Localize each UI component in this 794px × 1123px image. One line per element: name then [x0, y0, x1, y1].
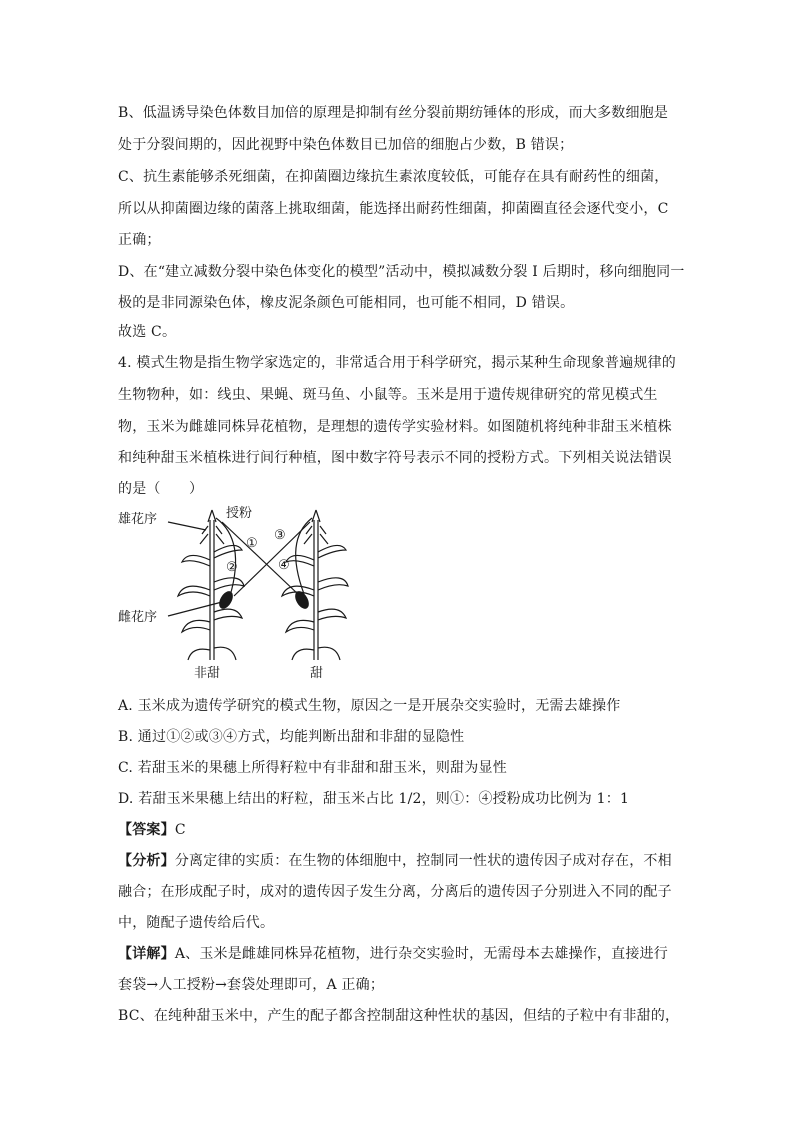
option-c: C. 若甜玉米的果穗上所得籽粒中有非甜和甜玉米，则甜为显性 [118, 760, 507, 776]
left-tassel [200, 510, 224, 544]
text-line: 所以从抑菌圈边缘的菌落上挑取细菌，能选择出耐药性细菌，抑菌圈直径会逐代变小，C [118, 201, 669, 217]
text-line: 极的是非同源染色体，橡皮泥条颜色可能相同，也可能不相同，D 错误。 [118, 295, 575, 311]
text-line: C、抗生素能够杀死细菌，在抑菌圈边缘抗生素浓度较低，可能存在具有耐药性的细菌， [118, 169, 669, 185]
analysis-line: 中，随配子遗传给后代。 [118, 915, 275, 931]
analysis-line: 融合；在形成配子时，成对的遗传因子发生分离，分离后的遗传因子分别进入不同的配子 [118, 884, 672, 900]
text-line: 处于分裂间期的，因此视野中染色体数目已加倍的细胞占少数，B 错误； [118, 137, 574, 153]
text-line: 正确； [118, 232, 161, 248]
answer-tag: 【答案】 [118, 822, 175, 838]
detail-line: 套袋→人工授粉→套袋处理即可，A 正确； [118, 977, 385, 993]
detail-line [118, 944, 678, 964]
option-b: B. 通过①②或③④方式，均能判断出甜和非甜的显隐性 [118, 729, 465, 745]
option-d: D. 若甜玉米果穗上结出的籽粒，甜玉米占比 1/2，则①：④授粉成功比例为 1：1 [118, 791, 630, 807]
corn-plants-illustration [118, 500, 358, 690]
question-line: 的是（ ） [118, 481, 204, 497]
detail-tag: 【详解】 [118, 946, 175, 962]
corn-pollination-figure [118, 500, 358, 690]
left-leaf [182, 555, 210, 566]
left-ear [217, 590, 235, 611]
text-line: 故选 C。 [118, 324, 177, 340]
option-a: A. 玉米成为遗传学研究的模式生物，原因之一是开展杂交实验时，无需去雄操作 [118, 698, 621, 714]
text-line: D、在“建立减数分裂中染色体变化的模型”活动中，模拟减数分裂 I 后期时，移向细胞同一 [118, 264, 685, 280]
mark-3: ③ [274, 528, 286, 543]
analysis-line [118, 851, 678, 871]
question-line: 和纯种甜玉米植株进行间行种植，图中数字符号表示不同的授粉方式。下列相关说法错误 [118, 450, 672, 466]
answer-value: C [174, 822, 186, 838]
detail-line: BC、在纯种甜玉米中，产生的配子都含控制甜这种性状的基因，但结的子粒中有非甜的， [118, 1008, 680, 1024]
question-line: 物，玉米为雌雄同株异花植物，是理想的遗传学实验材料。如图随机将纯种非甜玉米植株 [118, 419, 672, 435]
answer-line [118, 820, 678, 840]
female-flower-label: 雌花序 [118, 610, 158, 625]
analysis-tag: 【分析】 [118, 853, 175, 869]
left-plant-label: 非甜 [194, 666, 221, 681]
right-tassel [304, 510, 328, 544]
right-plant-label: 甜 [310, 666, 324, 681]
mark-2: ② [226, 560, 238, 575]
male-label-pointer [168, 522, 206, 530]
analysis-text: 分离定律的实质：在生物的体细胞中，控制同一性状的遗传因子成对存在，不相 [174, 853, 672, 869]
mark-4: ④ [278, 558, 290, 573]
pollination-label: 授粉 [226, 506, 253, 521]
detail-text: A、玉米是雌雄同株异花植物，进行杂交实验时，无需母本去雄操作，直接进行 [174, 946, 668, 962]
arrow-4 [234, 522, 310, 596]
question-line: 生物物种，如：线虫、果蝇、斑马鱼、小鼠等。玉米是用于遗传规律研究的常见模式生 [118, 387, 658, 403]
mark-1: ① [246, 536, 258, 551]
text-line: B、低温诱导染色体数目加倍的原理是抑制有丝分裂前期纺锤体的形成，而大多数细胞是 [118, 105, 669, 121]
question-line: 4. 模式生物是指生物学家选定的，非常适合用于科学研究，揭示某种生命现象普遍规律的 [118, 355, 677, 371]
male-flower-label: 雄花序 [118, 512, 158, 527]
